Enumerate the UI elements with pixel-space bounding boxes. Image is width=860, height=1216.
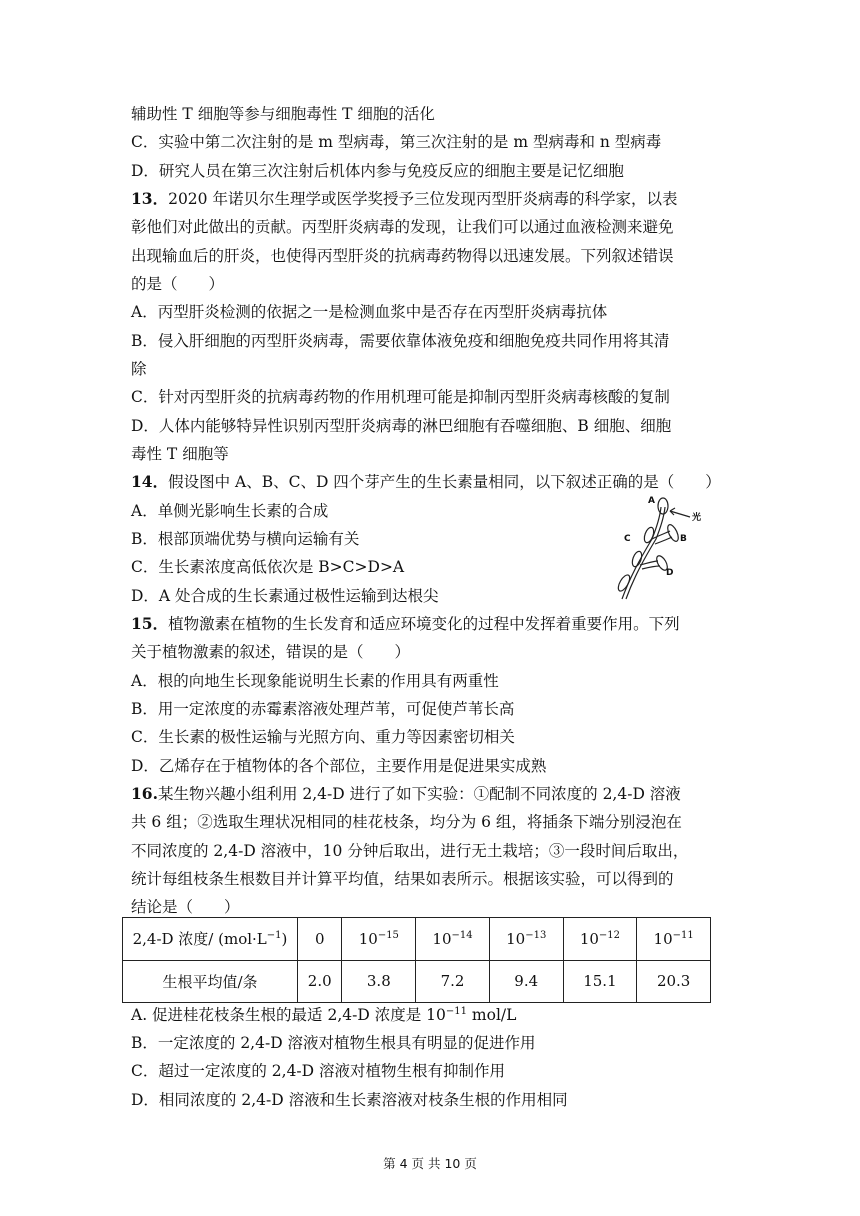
option-c: C．生长素浓度高低依次是 B>C>D>A <box>131 558 405 576</box>
option-c: C．生长素的极性运输与光照方向、重力等因素密切相关 <box>131 728 515 746</box>
question-16-stem <box>131 783 681 805</box>
question-15-stem: 关于植物激素的叙述，错误的是（ ） <box>131 643 411 661</box>
stem-text: 某生物兴趣小组利用 2,4-D 进行了如下实验：①配制不同浓度的 2,4-D 溶液 <box>157 785 681 803</box>
table-cell: $10^{-14}$ <box>416 918 490 961</box>
table-cell: 0 <box>298 918 342 961</box>
question-15-stem <box>131 613 680 635</box>
table-header-root-count: 生根平均值/条 <box>123 960 298 1003</box>
option-a: A. 促进桂花枝条生根的最适 2,4-D 浓度是 $10^{-11}$ mol/L <box>131 1006 517 1024</box>
option-b: B．侵入肝细胞的丙型肝炎病毒，需要依靠体液免疫和细胞免疫共同作用将其清 <box>131 332 670 350</box>
text-line: 辅助性 T 细胞等参与细胞毒性 T 细胞的活化 <box>131 105 435 123</box>
option-d: D．人体内能够特异性识别丙型肝炎病毒的淋巴细胞有吞噬细胞、B 细胞、细胞 <box>131 417 672 435</box>
option-d: D．乙烯存在于植物体的各个部位，主要作用是促进果实成熟 <box>131 757 547 775</box>
table-cell: $10^{-15}$ <box>342 918 416 961</box>
question-14-stem <box>131 471 721 493</box>
table-cell: 9.4 <box>489 960 563 1003</box>
table-cell: 3.8 <box>342 960 416 1003</box>
option-d: D．研究人员在第三次注射后机体内参与免疫反应的细胞主要是记忆细胞 <box>131 162 624 180</box>
option-a: A．单侧光影响生长素的合成 <box>131 502 329 520</box>
question-13-stem: 出现输血后的肝炎，也使得丙型肝炎的抗病毒药物得以迅速发展。下列叙述错误 <box>131 247 674 265</box>
plant-bud-figure <box>612 495 724 603</box>
option-a: A．丙型肝炎检测的依据之一是检测血浆中是否存在丙型肝炎病毒抗体 <box>131 303 608 321</box>
figure-label-d: D <box>666 568 674 578</box>
option-b: B．用一定浓度的赤霉素溶液处理芦苇，可促使芦苇长高 <box>131 700 515 718</box>
table-cell: 7.2 <box>416 960 490 1003</box>
option-d: 毒性 T 细胞等 <box>131 445 229 463</box>
option-d: D．相同浓度的 2,4-D 溶液和生长素溶液对枝条生根的作用相同 <box>131 1091 568 1109</box>
option-d: D．A 处合成的生长素通过极性运输到达根尖 <box>131 587 439 605</box>
option-b: B．一定浓度的 2,4-D 溶液对植物生根具有明显的促进作用 <box>131 1034 536 1052</box>
table-cell: $10^{-13}$ <box>489 918 563 961</box>
option-c: C．针对丙型肝炎的抗病毒药物的作用机理可能是抑制丙型肝炎病毒核酸的复制 <box>131 388 670 406</box>
option-c: C．超过一定浓度的 2,4-D 溶液对植物生根有抑制作用 <box>131 1062 506 1080</box>
table-row <box>123 918 711 961</box>
figure-label-a: A <box>648 496 655 506</box>
page-footer: 第 4 页 共 10 页 <box>383 1156 477 1171</box>
question-number: 13． <box>131 189 169 208</box>
table-cell: $10^{-12}$ <box>563 918 637 961</box>
table-row <box>123 960 711 1003</box>
results-table <box>122 917 711 1003</box>
question-13-stem: 彰他们对此做出的贡献。丙型肝炎病毒的发现，让我们可以通过血液检测来避免 <box>131 218 674 236</box>
option-a: A．根的向地生长现象能说明生长素的作用具有两重性 <box>131 672 499 690</box>
figure-label-light: 光 <box>692 513 702 523</box>
stem-text: 植物激素在植物的生长发育和适应环境变化的过程中发挥着重要作用。下列 <box>168 615 680 633</box>
table-cell: $10^{-11}$ <box>637 918 711 961</box>
question-13-stem: 的是（ ） <box>131 275 225 293</box>
question-16-stem: 结论是（ ） <box>131 898 240 916</box>
question-16-stem: 统计每组枝条生根数目并计算平均值，结果如表所示。根据该实验，可以得到的 <box>131 870 674 888</box>
table-cell: 15.1 <box>563 960 637 1003</box>
question-13-stem <box>131 188 677 210</box>
question-number: 15． <box>131 614 169 633</box>
option-b: B．根部顶端优势与横向运输有关 <box>131 530 360 548</box>
table-cell: 2.0 <box>298 960 342 1003</box>
table-cell: 20.3 <box>637 960 711 1003</box>
question-number: 14． <box>131 472 169 491</box>
stem-text: 2020 年诺贝尔生理学或医学奖授予三位发现丙型肝炎病毒的科学家，以表 <box>168 190 678 208</box>
question-16-stem: 共 6 组；②选取生理状况相同的桂花枝条，均分为 6 组，将插条下端分别浸泡在 <box>131 813 682 831</box>
figure-label-c: C <box>624 534 631 544</box>
table-header-concentration: 2,4-D 浓度/ $(mol\cdot L^{-1})$ <box>123 918 298 961</box>
question-16-stem: 不同浓度的 2,4-D 溶液中，10 分钟后取出，进行无土栽培；③一段时间后取出， <box>131 842 689 860</box>
question-number: 16. <box>131 784 158 803</box>
option-b: 除 <box>131 360 147 378</box>
figure-label-b: B <box>680 534 687 544</box>
stem-text: 假设图中 A、B、C、D 四个芽产生的生长素量相同，以下叙述正确的是（ ） <box>168 473 721 491</box>
option-c: C．实验中第二次注射的是 m 型病毒，第三次注射的是 m 型病毒和 n 型病毒 <box>131 133 662 151</box>
